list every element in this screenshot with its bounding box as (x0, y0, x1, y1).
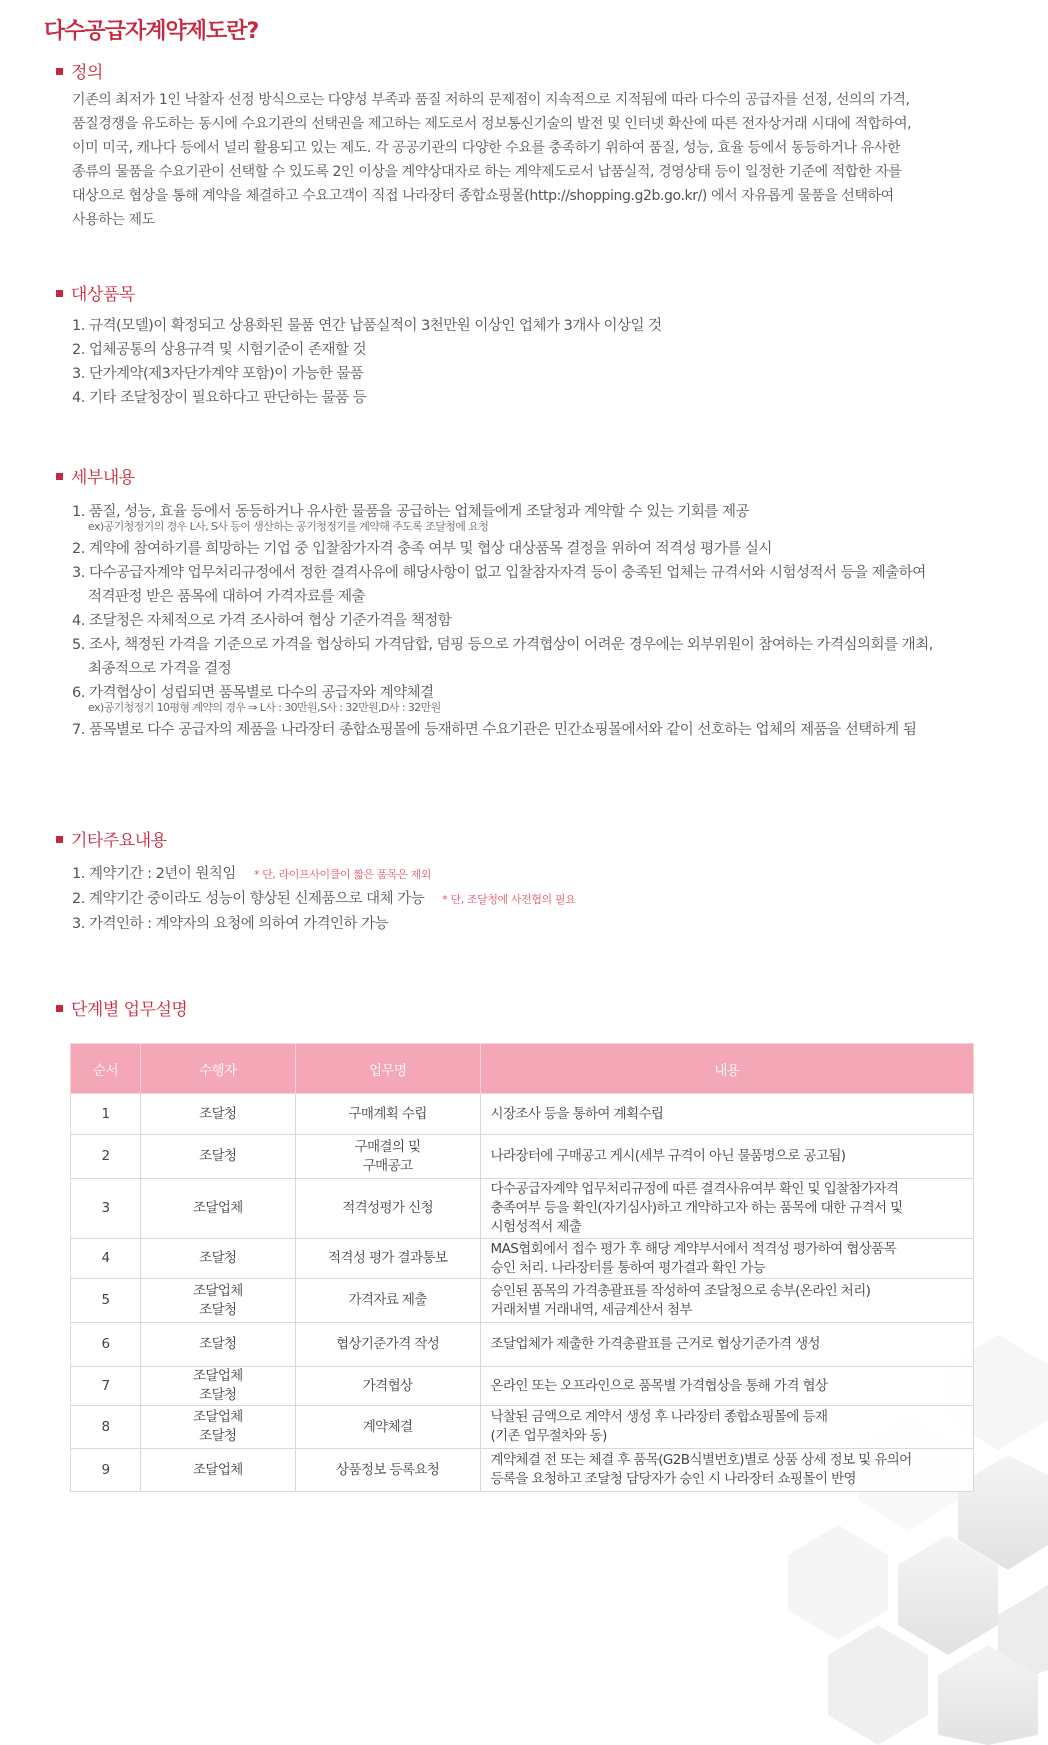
step-actor-line: 조달업체 (192, 1282, 243, 1299)
table-row (71, 1279, 974, 1323)
definition-text: 기존의 최저가 1인 낙찰자 선정 방식으로는 다양성 부족과 품질 저하의 문제점이 지속적으로 지적됨에 따라 다수의 공급자를 선정, 선의의 가격, 품질경쟁을 유도하는 동시에 수요기관의 선택권을 제고하는 제도로서 정보통신기술의 발전 및 인터넷 확산에 따른 전자상거래 시대에 적합하여, 이미 미국, 캐나다 등에서 널리 활용되고 있는 제도. 각 공공기관의 다양한 수요를 충족하기 위하여 품질, 성능, 효율 등에서 동등하거나 유사한 종류의 물품을 수요기관이 선택할 수 있도록 2인 이상을 계약상대자로 하는 계약제도로서 납품실적, 경영상태 등이 일정한 기준에 적합한 자를 대상으로 협상을 통해 계약을 체결하고 수요고객이 직접 나라장터 종합쇼핑몰(http://shopping.g2b.go.kr/) 에서 자유롭게 물품을 선택하여 사용하는 제도 (72, 92, 912, 228)
table-row (71, 1323, 974, 1367)
targets-list (72, 314, 972, 410)
step-actor-line: 조달업체 (192, 1461, 243, 1478)
step-description (480, 1239, 973, 1279)
step-description (480, 1367, 973, 1406)
step-actor-line: 조달청 (199, 1387, 237, 1403)
table-row (71, 1094, 974, 1135)
step-description (480, 1179, 973, 1239)
step-actor-line: 조달청 (199, 1428, 237, 1444)
step-number: 5 (71, 1279, 141, 1323)
step-task (295, 1239, 480, 1279)
step-description-line: (기존 업무절차와 동) (490, 1428, 607, 1444)
step-description-line: 승인된 품목의 가격총괄표를 작성하여 조달청으로 송부(온라인 처리) (490, 1282, 871, 1299)
list-item: 1. 계약기간 : 2년이 원칙임 * 단, 라이프사이클이 짧은 품목은 제외 (72, 866, 432, 882)
bullet-square-icon (56, 1005, 63, 1012)
step-description-line: 온라인 또는 오프라인으로 품목별 가격협상을 통해 가격 협상 (490, 1377, 828, 1394)
table-row (71, 1239, 974, 1279)
step-number: 4 (71, 1239, 141, 1279)
step-number: 1 (71, 1094, 141, 1135)
step-description (480, 1406, 973, 1449)
step-description-line: 등록을 요청하고 조달청 담당자가 승인 시 나라장터 쇼핑몰이 반영 (490, 1471, 856, 1487)
section-heading-steps: 단계별 업무설명 (56, 995, 187, 1020)
table-header-row (71, 1044, 974, 1094)
step-actor (140, 1406, 295, 1449)
step-actor (140, 1094, 295, 1135)
column-header: 순서 (71, 1044, 141, 1094)
step-task (295, 1279, 480, 1323)
table-row (71, 1179, 974, 1239)
section-heading-definition: 정의 (56, 58, 103, 83)
step-task-line: 구매계획 수립 (348, 1105, 427, 1122)
step-actor-line: 조달청 (199, 1148, 237, 1164)
step-task-line: 가격협상 (362, 1377, 413, 1394)
list-item: 2. 계약기간 중이라도 성능이 향상된 신제품으로 대체 가능 * 단, 조달청에 사전협의 필요 (72, 891, 576, 907)
step-number: 8 (71, 1406, 141, 1449)
bullet-square-icon (56, 68, 63, 75)
others-list (72, 862, 972, 936)
step-task (295, 1323, 480, 1367)
bullet-square-icon (56, 836, 63, 843)
details-list (72, 500, 972, 742)
step-number: 9 (71, 1449, 141, 1492)
step-actor-line: 조달청 (199, 1250, 237, 1266)
section-heading-targets: 대상품목 (56, 280, 135, 305)
list-item: 2. 업체공통의 상용규격 및 시험기준이 존재할 것 (72, 342, 367, 358)
bullet-square-icon (56, 290, 63, 297)
table-row (71, 1449, 974, 1492)
step-description-line: 나라장터에 구매공고 게시(세부 규격이 아닌 물품명으로 공고됨) (490, 1148, 846, 1164)
step-description-line: MAS협회에서 접수 평가 후 해당 계약부서에서 적격성 평가하여 협상품목 (490, 1240, 897, 1257)
step-actor (140, 1367, 295, 1406)
list-item: 7. 품목별로 다수 공급자의 제품을 나라장터 종합쇼핑몰에 등재하면 수요기관은 민간쇼핑몰에서와 같이 선호하는 업체의 제품을 선택하게 됨 (72, 722, 917, 738)
step-actor (140, 1179, 295, 1239)
step-number: 3 (71, 1179, 141, 1239)
step-actor (140, 1449, 295, 1492)
step-task-line: 적격성평가 신청 (342, 1200, 434, 1216)
step-actor (140, 1239, 295, 1279)
caution-note: * 단, 조달청에 사전협의 필요 (442, 893, 576, 906)
list-item: 3. 가격인하 : 계약자의 요청에 의하여 가격인하 가능 (72, 916, 389, 932)
step-description-line: 충족여부 등을 확인(자기심사)하고 개약하고자 하는 품목에 대한 규격서 및 (490, 1200, 903, 1216)
caution-note: * 단, 라이프사이클이 짧은 품목은 제외 (253, 868, 432, 881)
step-description-line: 거래처별 거래내역, 세금계산서 첨부 (490, 1301, 692, 1318)
step-actor (140, 1279, 295, 1323)
step-number: 6 (71, 1323, 141, 1367)
step-description-line: 승인 처리. 나라장터를 통하여 평가결과 확인 가능 (490, 1259, 766, 1276)
list-item: 4. 조달청은 자체적으로 가격 조사하여 협상 기준가격을 책정함 (72, 613, 452, 629)
list-item: 2. 계약에 참여하기를 희망하는 기업 중 입찰참가자격 충족 여부 및 협상 대상품목 결정을 위하여 적격성 평가를 실시 (72, 541, 772, 557)
table-row (71, 1367, 974, 1406)
section-heading-details: 세부내용 (56, 463, 135, 488)
step-task-line: 가격자료 제출 (348, 1292, 427, 1308)
step-task-line: 협상기준가격 작성 (336, 1336, 440, 1352)
step-task-line: 계약체결 (362, 1418, 413, 1435)
step-description-line: 시장조사 등을 통하여 계획수립 (490, 1105, 664, 1122)
step-task (295, 1094, 480, 1135)
page-title: 다수공급자계약제도란? (44, 19, 259, 44)
step-description-line: 낙찰된 금액으로 계약서 생성 후 나라장터 종합쇼핑몰에 등재 (490, 1409, 828, 1425)
step-description-line: 시험성적서 제출 (490, 1219, 582, 1235)
list-item: 4. 기타 조달청장이 필요하다고 판단하는 물품 등 (72, 390, 367, 406)
step-actor-line: 조달청 (199, 1336, 237, 1352)
section-heading-others: 기타주요내용 (56, 826, 167, 851)
step-description (480, 1135, 973, 1179)
column-header: 업무명 (295, 1044, 480, 1094)
list-item: 5. 조사, 책정된 가격을 기준으로 가격을 협상하되 가격담합, 덤핑 등으로 가격협상이 어려운 경우에는 외부위원이 참여하는 가격심의회를 개최, 최종적으로 가격을 결정 (72, 637, 933, 677)
list-item: 1. 규격(모델)이 확정되고 상용화된 물품 연간 납품실적이 3천만원 이상인 업체가 3개사 이상일 것 (72, 318, 662, 334)
step-actor-line: 조달청 (199, 1301, 237, 1318)
example-note: ex)공기청정기 10평형 계약의 경우 ⇒ L사 : 30만원,S사 : 32만원,D사 : 32만원 (88, 701, 441, 714)
step-description (480, 1449, 973, 1492)
step-task-line: 상품정보 등록요청 (336, 1461, 440, 1478)
step-description (480, 1279, 973, 1323)
step-description (480, 1323, 973, 1367)
column-header: 내용 (480, 1044, 973, 1094)
step-number: 2 (71, 1135, 141, 1179)
step-task (295, 1406, 480, 1449)
step-actor-line: 조달업체 (192, 1200, 243, 1216)
table-row (71, 1135, 974, 1179)
step-task (295, 1367, 480, 1406)
step-actor-line: 조달업체 (192, 1368, 243, 1384)
step-task-line: 적격성 평가 결과통보 (327, 1250, 448, 1266)
step-actor (140, 1323, 295, 1367)
steps-table (70, 1043, 974, 1492)
column-header: 수행자 (140, 1044, 295, 1094)
step-description-line: 다수공급자계약 업무처리규정에 따른 결격사유여부 확인 및 입찰참가자격 (490, 1181, 899, 1197)
step-description-line: 계약체결 전 또는 체결 후 품목(G2B식별번호)별로 상품 상세 정보 및 유의어 (490, 1452, 912, 1468)
step-task (295, 1135, 480, 1179)
step-description (480, 1094, 973, 1135)
list-item: 1. 품질, 성능, 효율 등에서 동등하거나 유사한 물품을 공급하는 업체들에게 조달청과 계약할 수 있는 기회를 제공 ex)공기청정기의 경우 L사, S사 등이 생산하는 공기청정기를 계약해 주도록 조달청에 요청 (72, 500, 972, 534)
list-item: 6. 가격협상이 성립되면 품목별로 다수의 공급자와 계약체결 ex)공기청정기 10평형 계약의 경우 ⇒ L사 : 30만원,S사 : 32만원,D사 : 32만원 (72, 681, 972, 715)
example-note: ex)공기청정기의 경우 L사, S사 등이 생산하는 공기청정기를 계약해 주도록 조달청에 요청 (88, 520, 489, 533)
step-description-line: 조달업체가 제출한 가격총괄표를 근거로 협상기준가격 생성 (490, 1336, 820, 1352)
step-actor-line: 조달업체 (192, 1409, 243, 1425)
step-actor (140, 1135, 295, 1179)
bullet-square-icon (56, 473, 63, 480)
step-number: 7 (71, 1367, 141, 1406)
step-task-line: 구매공고 (362, 1157, 413, 1174)
list-item: 3. 단가계약(제3자단가계약 포함)이 가능한 물품 (72, 366, 364, 382)
step-task-line: 구매결의 및 (354, 1138, 421, 1155)
step-task (295, 1179, 480, 1239)
step-task (295, 1449, 480, 1492)
list-item: 3. 다수공급자계약 업무처리규정에서 정한 결격사유에 해당사항이 없고 입찰참자자격 등이 충족된 업체는 규격서와 시험성적서 등을 제출하여 적격판정 받은 품목에 대하여 가격자료를 제출 (72, 565, 926, 605)
table-row (71, 1406, 974, 1449)
step-actor-line: 조달청 (199, 1105, 237, 1122)
